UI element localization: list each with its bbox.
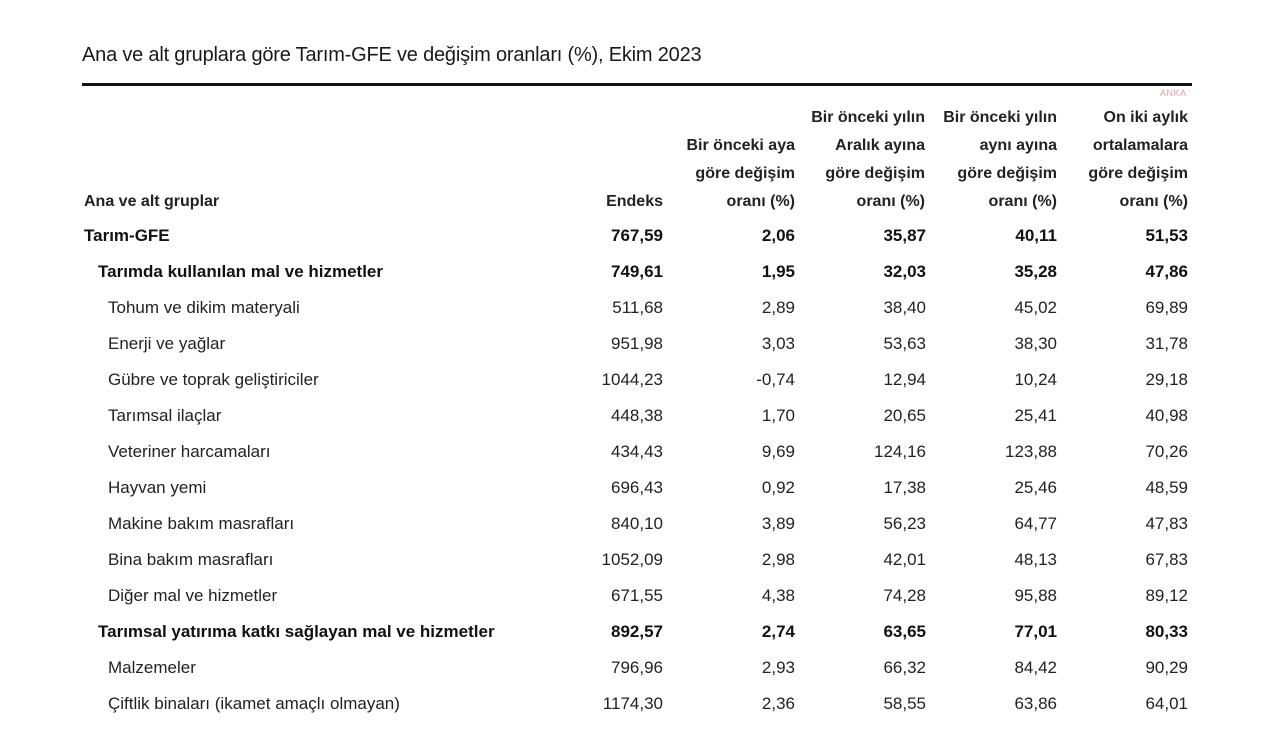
cell-value: 48,59 bbox=[1145, 478, 1188, 497]
row-label: Enerji ve yağlar bbox=[108, 334, 226, 353]
cell-value: 1,95 bbox=[761, 262, 795, 281]
row-label: Gübre ve toprak geliştiriciler bbox=[108, 370, 319, 389]
cell-value: 767,59 bbox=[611, 226, 663, 245]
header-index: Endeks bbox=[606, 193, 663, 210]
cell-value: 64,77 bbox=[1014, 514, 1057, 533]
table-title: Ana ve alt gruplara göre Tarım-GFE ve değişim oranları (%), Ekim 2023 bbox=[82, 44, 702, 66]
cell-value: 2,93 bbox=[761, 658, 795, 677]
cell-value: 58,55 bbox=[883, 694, 926, 713]
row-label: Makine bakım masrafları bbox=[108, 514, 295, 533]
table-row bbox=[0, 406, 1280, 442]
header-annual-change: Bir önceki yılın aynı ayına göre değişim oranı (%) bbox=[943, 109, 1057, 210]
table-row bbox=[0, 262, 1280, 298]
cell-value: 35,28 bbox=[1014, 262, 1057, 281]
cell-value: 31,78 bbox=[1145, 334, 1188, 353]
cell-value: 63,65 bbox=[883, 622, 926, 641]
table-row bbox=[0, 442, 1280, 478]
cell-value: 696,43 bbox=[611, 478, 663, 497]
cell-value: 25,46 bbox=[1014, 478, 1057, 497]
cell-value: 40,98 bbox=[1145, 406, 1188, 425]
cell-value: 90,29 bbox=[1145, 658, 1188, 677]
cell-value: 66,32 bbox=[883, 658, 926, 677]
table-row bbox=[0, 514, 1280, 550]
cell-value: 47,86 bbox=[1145, 262, 1188, 281]
header-12month-avg-change: On iki aylık ortalamalara göre değişim oranı (%) bbox=[1088, 109, 1188, 210]
row-label: Malzemeler bbox=[108, 658, 196, 677]
cell-value: 2,36 bbox=[761, 694, 795, 713]
cell-value: 80,33 bbox=[1145, 622, 1188, 641]
row-label: Tarımda kullanılan mal ve hizmetler bbox=[98, 262, 384, 281]
table-row bbox=[0, 370, 1280, 406]
table-row bbox=[0, 334, 1280, 370]
row-label: Bina bakım masrafları bbox=[108, 550, 274, 569]
cell-value: 51,53 bbox=[1145, 226, 1188, 245]
row-label: Tarımsal yatırıma katkı sağlayan mal ve hizmetler bbox=[98, 622, 495, 641]
cell-value: 1044,23 bbox=[601, 370, 663, 389]
cell-value: 2,06 bbox=[761, 226, 795, 245]
cell-value: 1174,30 bbox=[602, 694, 663, 713]
cell-value: 1052,09 bbox=[601, 550, 663, 569]
table-row bbox=[0, 298, 1280, 334]
cell-value: 17,38 bbox=[883, 478, 926, 497]
cell-value: 69,89 bbox=[1145, 298, 1188, 317]
cell-value: 20,65 bbox=[883, 406, 926, 425]
cell-value: 84,42 bbox=[1014, 658, 1057, 677]
cell-value: 4,38 bbox=[761, 586, 795, 605]
header-december-change: Bir önceki yılın Aralık ayına göre değişim oranı (%) bbox=[811, 109, 925, 210]
cell-value: 671,55 bbox=[611, 586, 663, 605]
cell-value: 70,26 bbox=[1145, 442, 1188, 461]
cell-value: 77,01 bbox=[1014, 622, 1057, 641]
cell-value: 48,13 bbox=[1014, 550, 1057, 569]
table-row bbox=[0, 226, 1280, 262]
cell-value: 38,40 bbox=[883, 298, 926, 317]
cell-value: 32,03 bbox=[883, 262, 926, 281]
cell-value: 40,11 bbox=[1015, 226, 1057, 245]
row-label: Çiftlik binaları (ikamet amaçlı olmayan) bbox=[108, 694, 400, 713]
table-row bbox=[0, 550, 1280, 586]
cell-value: 123,88 bbox=[1005, 442, 1057, 461]
cell-value: 3,03 bbox=[761, 334, 795, 353]
cell-value: 840,10 bbox=[611, 514, 663, 533]
table-row bbox=[0, 622, 1280, 658]
cell-value: 2,98 bbox=[761, 550, 795, 569]
cell-value: 749,61 bbox=[611, 262, 663, 281]
table-row bbox=[0, 658, 1280, 694]
row-label: Tohum ve dikim materyali bbox=[108, 298, 300, 317]
cell-value: 67,83 bbox=[1145, 550, 1188, 569]
cell-value: 53,63 bbox=[883, 334, 926, 353]
cell-value: 3,89 bbox=[761, 514, 795, 533]
table-row bbox=[0, 478, 1280, 514]
header-monthly-change: Bir önceki aya göre değişim oranı (%) bbox=[686, 137, 795, 210]
cell-value: 64,01 bbox=[1145, 694, 1188, 713]
header-group: Ana ve alt gruplar bbox=[84, 193, 220, 210]
watermark: ANKA bbox=[1160, 88, 1187, 98]
cell-value: 89,12 bbox=[1145, 586, 1188, 605]
cell-value: 434,43 bbox=[611, 442, 663, 461]
cell-value: 2,89 bbox=[761, 298, 795, 317]
cell-value: 42,01 bbox=[883, 550, 926, 569]
row-label: Hayvan yemi bbox=[108, 478, 207, 497]
cell-value: 74,28 bbox=[883, 586, 926, 605]
cell-value: 9,69 bbox=[761, 442, 795, 461]
row-label: Diğer mal ve hizmetler bbox=[108, 586, 278, 605]
cell-value: 951,98 bbox=[611, 334, 663, 353]
row-label: Veteriner harcamaları bbox=[108, 442, 271, 461]
cell-value: 124,16 bbox=[874, 442, 926, 461]
cell-value: 63,86 bbox=[1014, 694, 1057, 713]
table-header bbox=[0, 0, 1280, 230]
cell-value: 0,92 bbox=[761, 478, 795, 497]
table-row bbox=[0, 586, 1280, 622]
table-row bbox=[0, 694, 1280, 730]
cell-value: 796,96 bbox=[611, 658, 663, 677]
cell-value: 2,74 bbox=[761, 622, 795, 641]
cell-value: -0,74 bbox=[756, 370, 795, 389]
cell-value: 47,83 bbox=[1145, 514, 1188, 533]
cell-value: 511,68 bbox=[612, 298, 663, 317]
cell-value: 45,02 bbox=[1014, 298, 1057, 317]
row-label: Tarım-GFE bbox=[84, 226, 170, 245]
cell-value: 38,30 bbox=[1014, 334, 1057, 353]
cell-value: 1,70 bbox=[761, 406, 795, 425]
cell-value: 10,24 bbox=[1014, 370, 1057, 389]
cell-value: 35,87 bbox=[883, 226, 926, 245]
cell-value: 448,38 bbox=[611, 406, 663, 425]
cell-value: 25,41 bbox=[1014, 406, 1057, 425]
cell-value: 56,23 bbox=[883, 514, 926, 533]
row-label: Tarımsal ilaçlar bbox=[108, 406, 222, 425]
cell-value: 12,94 bbox=[883, 370, 926, 389]
cell-value: 892,57 bbox=[611, 622, 663, 641]
cell-value: 29,18 bbox=[1145, 370, 1188, 389]
cell-value: 95,88 bbox=[1014, 586, 1057, 605]
